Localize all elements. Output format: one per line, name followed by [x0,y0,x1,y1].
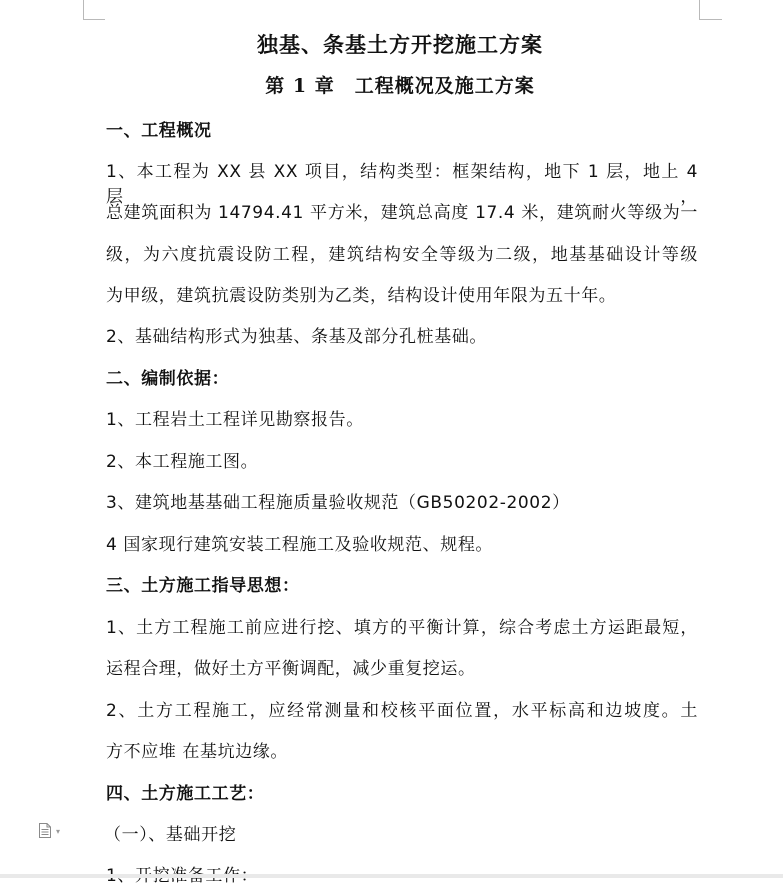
chapter-heading: 第 1 章 工程概况及施工方案 [265,75,535,97]
paragraph-line: 1、工程岩土工程详见勘察报告。 [106,410,364,430]
paragraph-line: 运程合理，做好土方平衡调配，减少重复挖运。 [106,659,476,679]
document-icon[interactable] [39,823,51,838]
paragraph-line: 级，为六度抗震设防工程，建筑结构安全等级为二级，地基基础设计等级 [106,245,698,265]
paragraph-line: 2、本工程施工图。 [106,452,259,472]
page-bottom-edge [0,874,783,878]
section-heading: 三、土方施工指导思想： [106,576,300,596]
chevron-down-icon[interactable]: ▾ [56,827,61,836]
paragraph-line: 1、土方工程施工前应进行挖、填方的平衡计算，综合考虑土方运距最短， [106,618,698,638]
section-heading: 一、工程概况 [106,121,212,141]
paragraph-line: 总建筑面积为 14794.41 平方米，建筑总高度 17.4 米，建筑耐火等级为一 [106,203,698,223]
paragraph-line: 方不应堆 在基坑边缘。 [106,742,289,762]
section-heading: 四、土方施工工艺： [106,784,265,804]
paragraph-line: 2、土方工程施工，应经常测量和校核平面位置，水平标高和边坡度。土 [106,701,698,721]
paragraph-line: 2、基础结构形式为独基、条基及部分孔桩基础。 [106,327,488,347]
subsection-heading: （一）、基础开挖 [104,825,237,845]
paragraph-line: 1、本工程为 XX 县 XX 项目，结构类型：框架结构，地下 1 层，地上 4 层， [106,162,698,207]
document-title: 独基、条基土方开挖施工方案 [257,32,543,57]
paragraph-line: 3、建筑地基基础工程施质量验收规范（GB50202-2002） [106,493,570,513]
section-heading: 二、编制依据： [106,369,230,389]
paragraph-line: 4 国家现行建筑安装工程施工及验收规范、规程。 [106,535,494,555]
paragraph-line: 为甲级，建筑抗震设防类别为乙类，结构设计使用年限为五十年。 [106,286,617,306]
